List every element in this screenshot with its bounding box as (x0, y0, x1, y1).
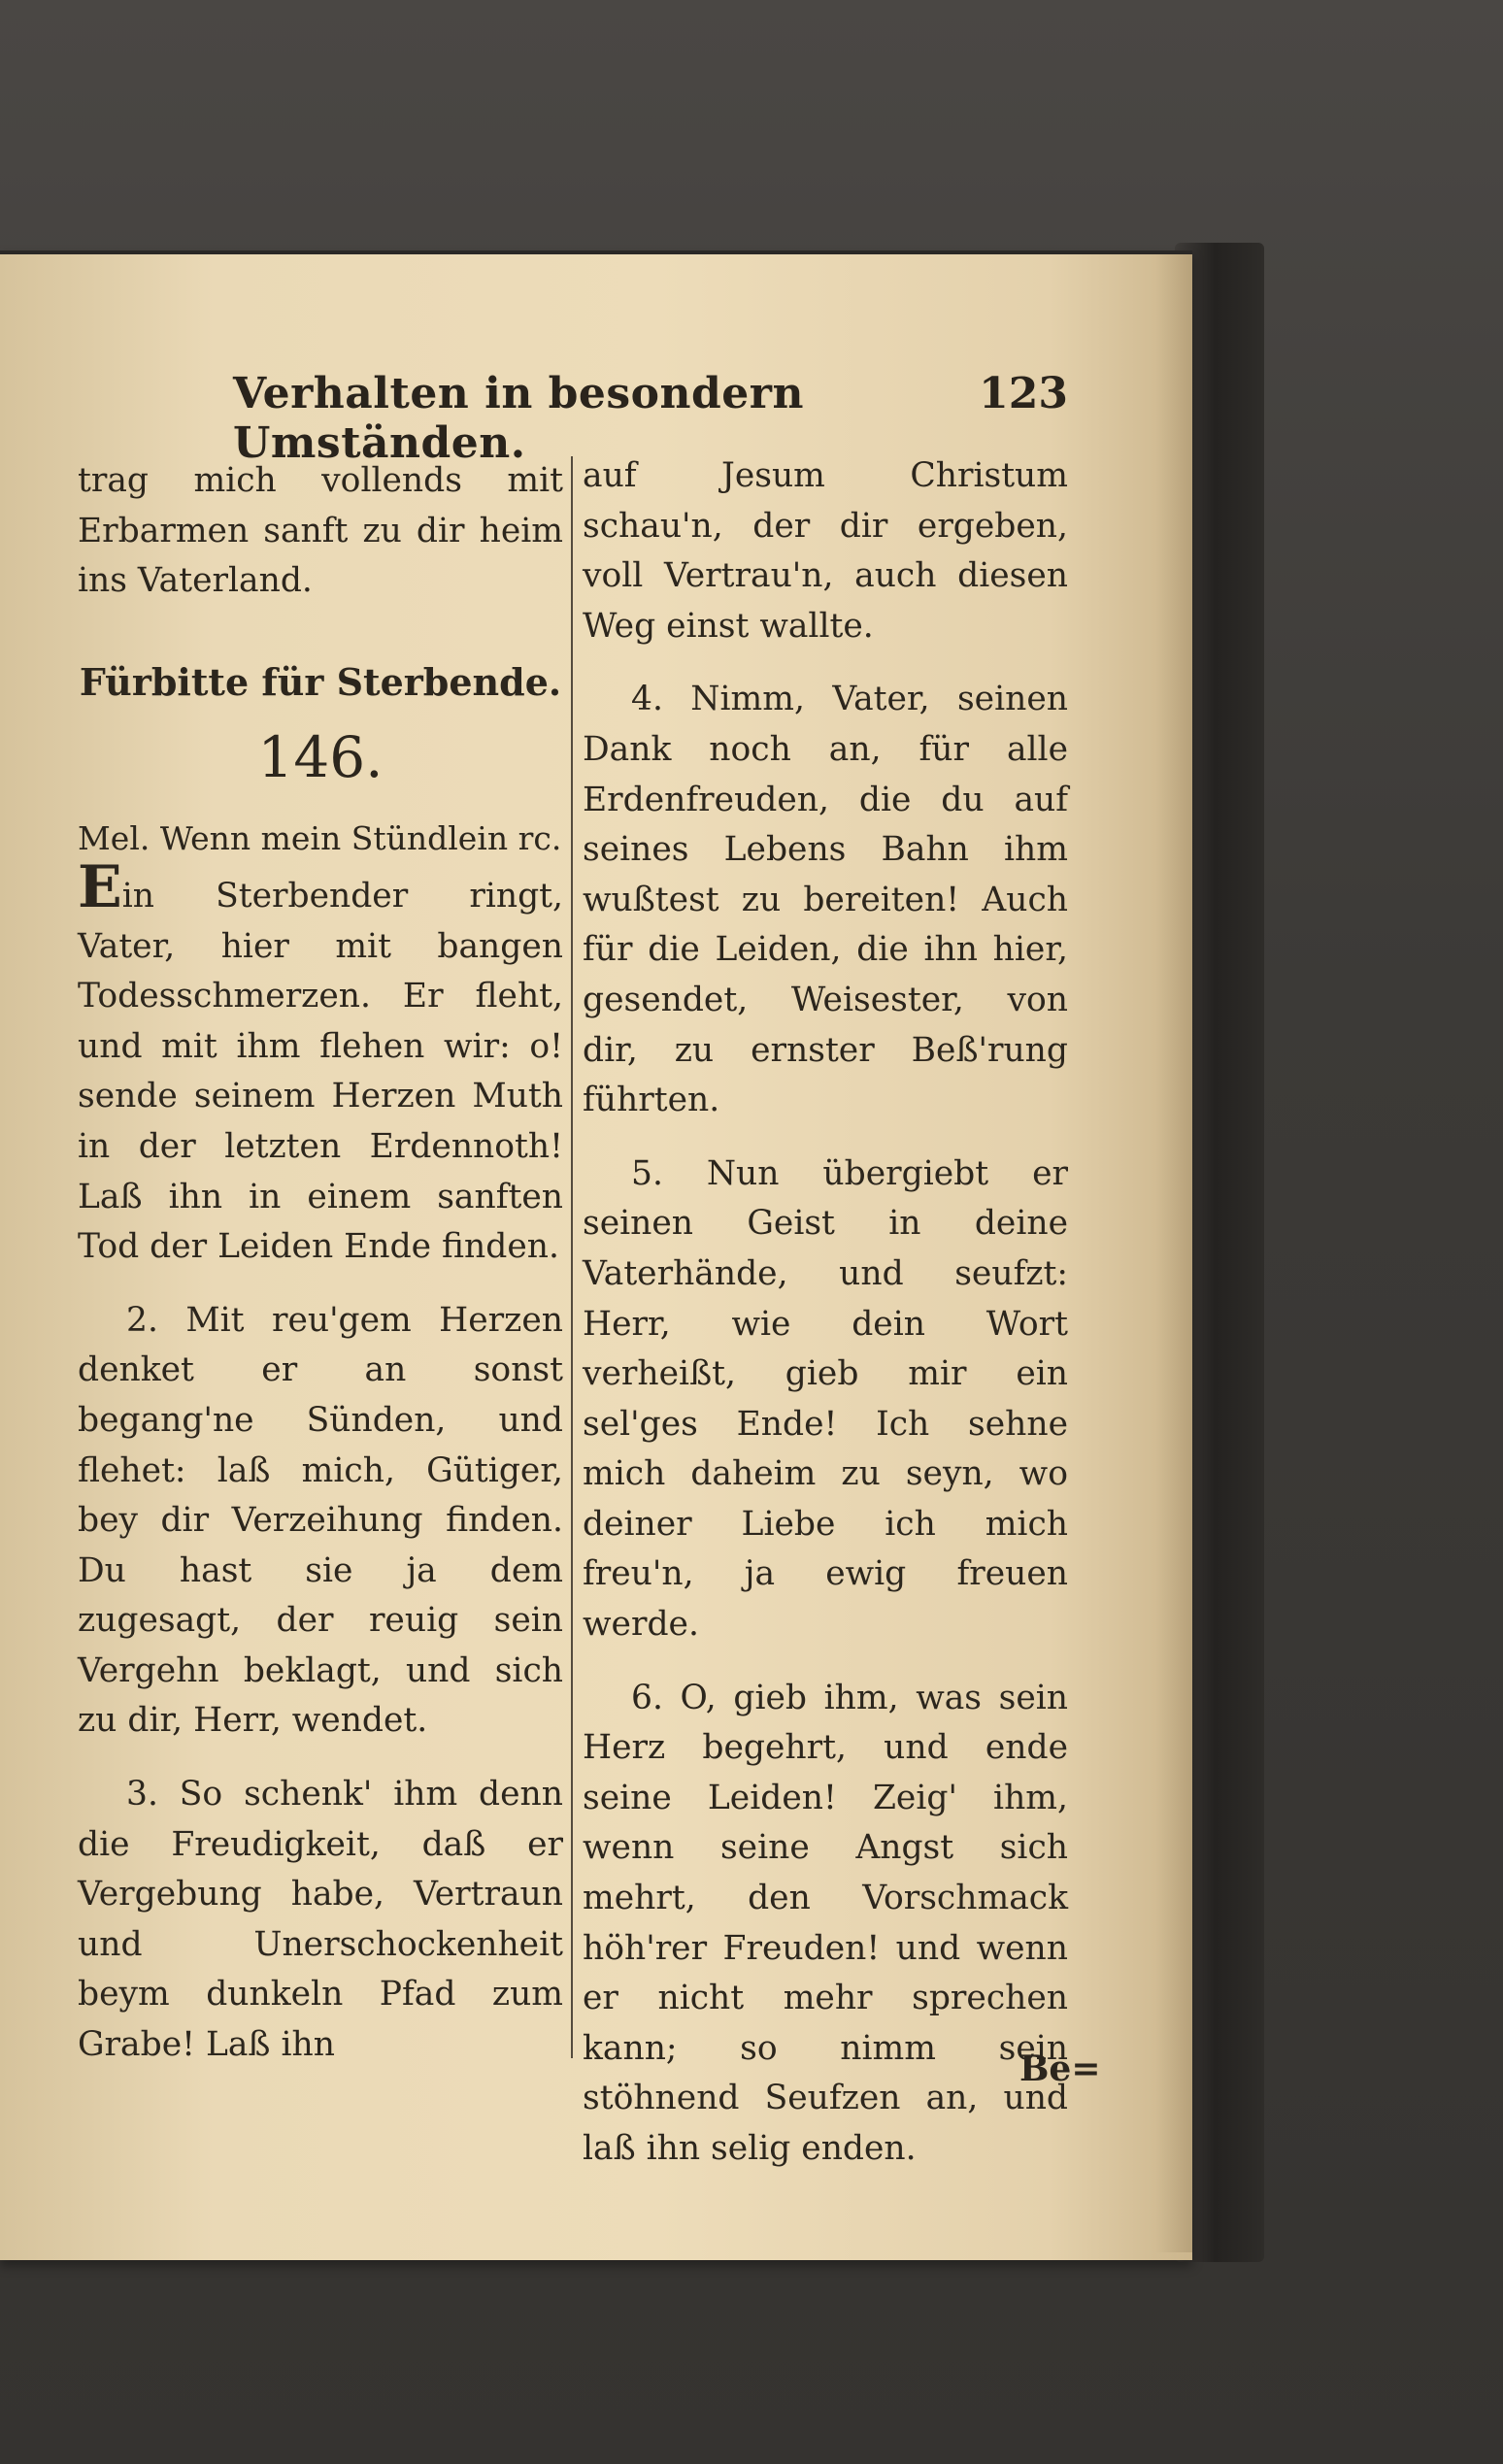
stanza-4: 4. Nimm, Vater, seinen Dank noch an, für alle Erdenfreuden, die du auf seines Lebens Bahn ihm wußtest zu bereiten! Auch für die Leiden, die ihn hier, gesendet, Weisester, von dir, zu ernster Beß'rung führten. (583, 680, 1068, 1120)
column-divider (571, 456, 573, 2058)
stanza-2: 2. Mit reu'gem Herzen denket er an sonst begang'ne Sünden, und flehet: laß mich, Gütiger, bey dir Verzeihung finden. Du hast sie ja dem zugesagt, der reuig sein Vergehn beklagt, und sich zu dir, Herr, wendet. (78, 1300, 563, 1741)
stanza-6: 6. O, gieb ihm, was sein Herz begehrt, und ende seine Leiden! Zeig' ihm, wenn seine Angst sich mehrt, den Vorschmack höh'rer Freuden! und wenn er nicht mehr sprechen kann; so nimm sein stöhnend Seufzen an, und laß ihn selig enden. (583, 1678, 1068, 2168)
stanza-1-text: in Sterbender ringt, Vater, hier mit bangen Todesschmerzen. Er fleht, und mit ihm flehen wir: o! sende seinem Herzen Muth in der letzten Erdennoth! Laß ihn in einem sanften Tod der Leiden Ende finden. (78, 876, 563, 1267)
stanza-3: 3. So schenk' ihm denn die Freudigkeit, daß er Vergebung habe, Vertraun und Unerschockenheit beym dunkeln Pfad zum Grabe! Laß ihn (78, 1775, 563, 2065)
catchword: Be= (1019, 2048, 1101, 2089)
right-column (583, 451, 1068, 2175)
drop-cap: E (78, 852, 122, 921)
intro-text: trag mich vollends mit Erbarmen sanft zu dir heim ins Vaterland. (78, 461, 563, 601)
left-column (78, 456, 563, 2071)
running-head: Verhalten in besondern Umständen. (233, 369, 804, 468)
page-header (233, 369, 1068, 468)
melody-line: Mel. Wenn mein Stündlein rc. (78, 819, 562, 858)
stanza-5: 5. Nun übergiebt er seinen Geist in deine Vaterhände, und seufzt: Herr, wie dein Wort verheißt, gieb mir ein sel'ges Ende! Ich sehne mich daheim zu seyn, wo deiner Liebe ich mich freu'n, ja ewig freuen werde. (583, 1153, 1068, 1645)
page-number: 123 (979, 369, 1068, 418)
hymn-number: 146. (257, 724, 384, 791)
page-edge-shadow (1155, 254, 1192, 2252)
continuation-text: auf Jesum Christum schau'n, der dir ergeben, voll Vertrau'n, auch diesen Weg einst wallte. (583, 456, 1068, 646)
section-title: Fürbitte für Sterbende. (79, 659, 562, 704)
stanza-1 (78, 852, 563, 1273)
